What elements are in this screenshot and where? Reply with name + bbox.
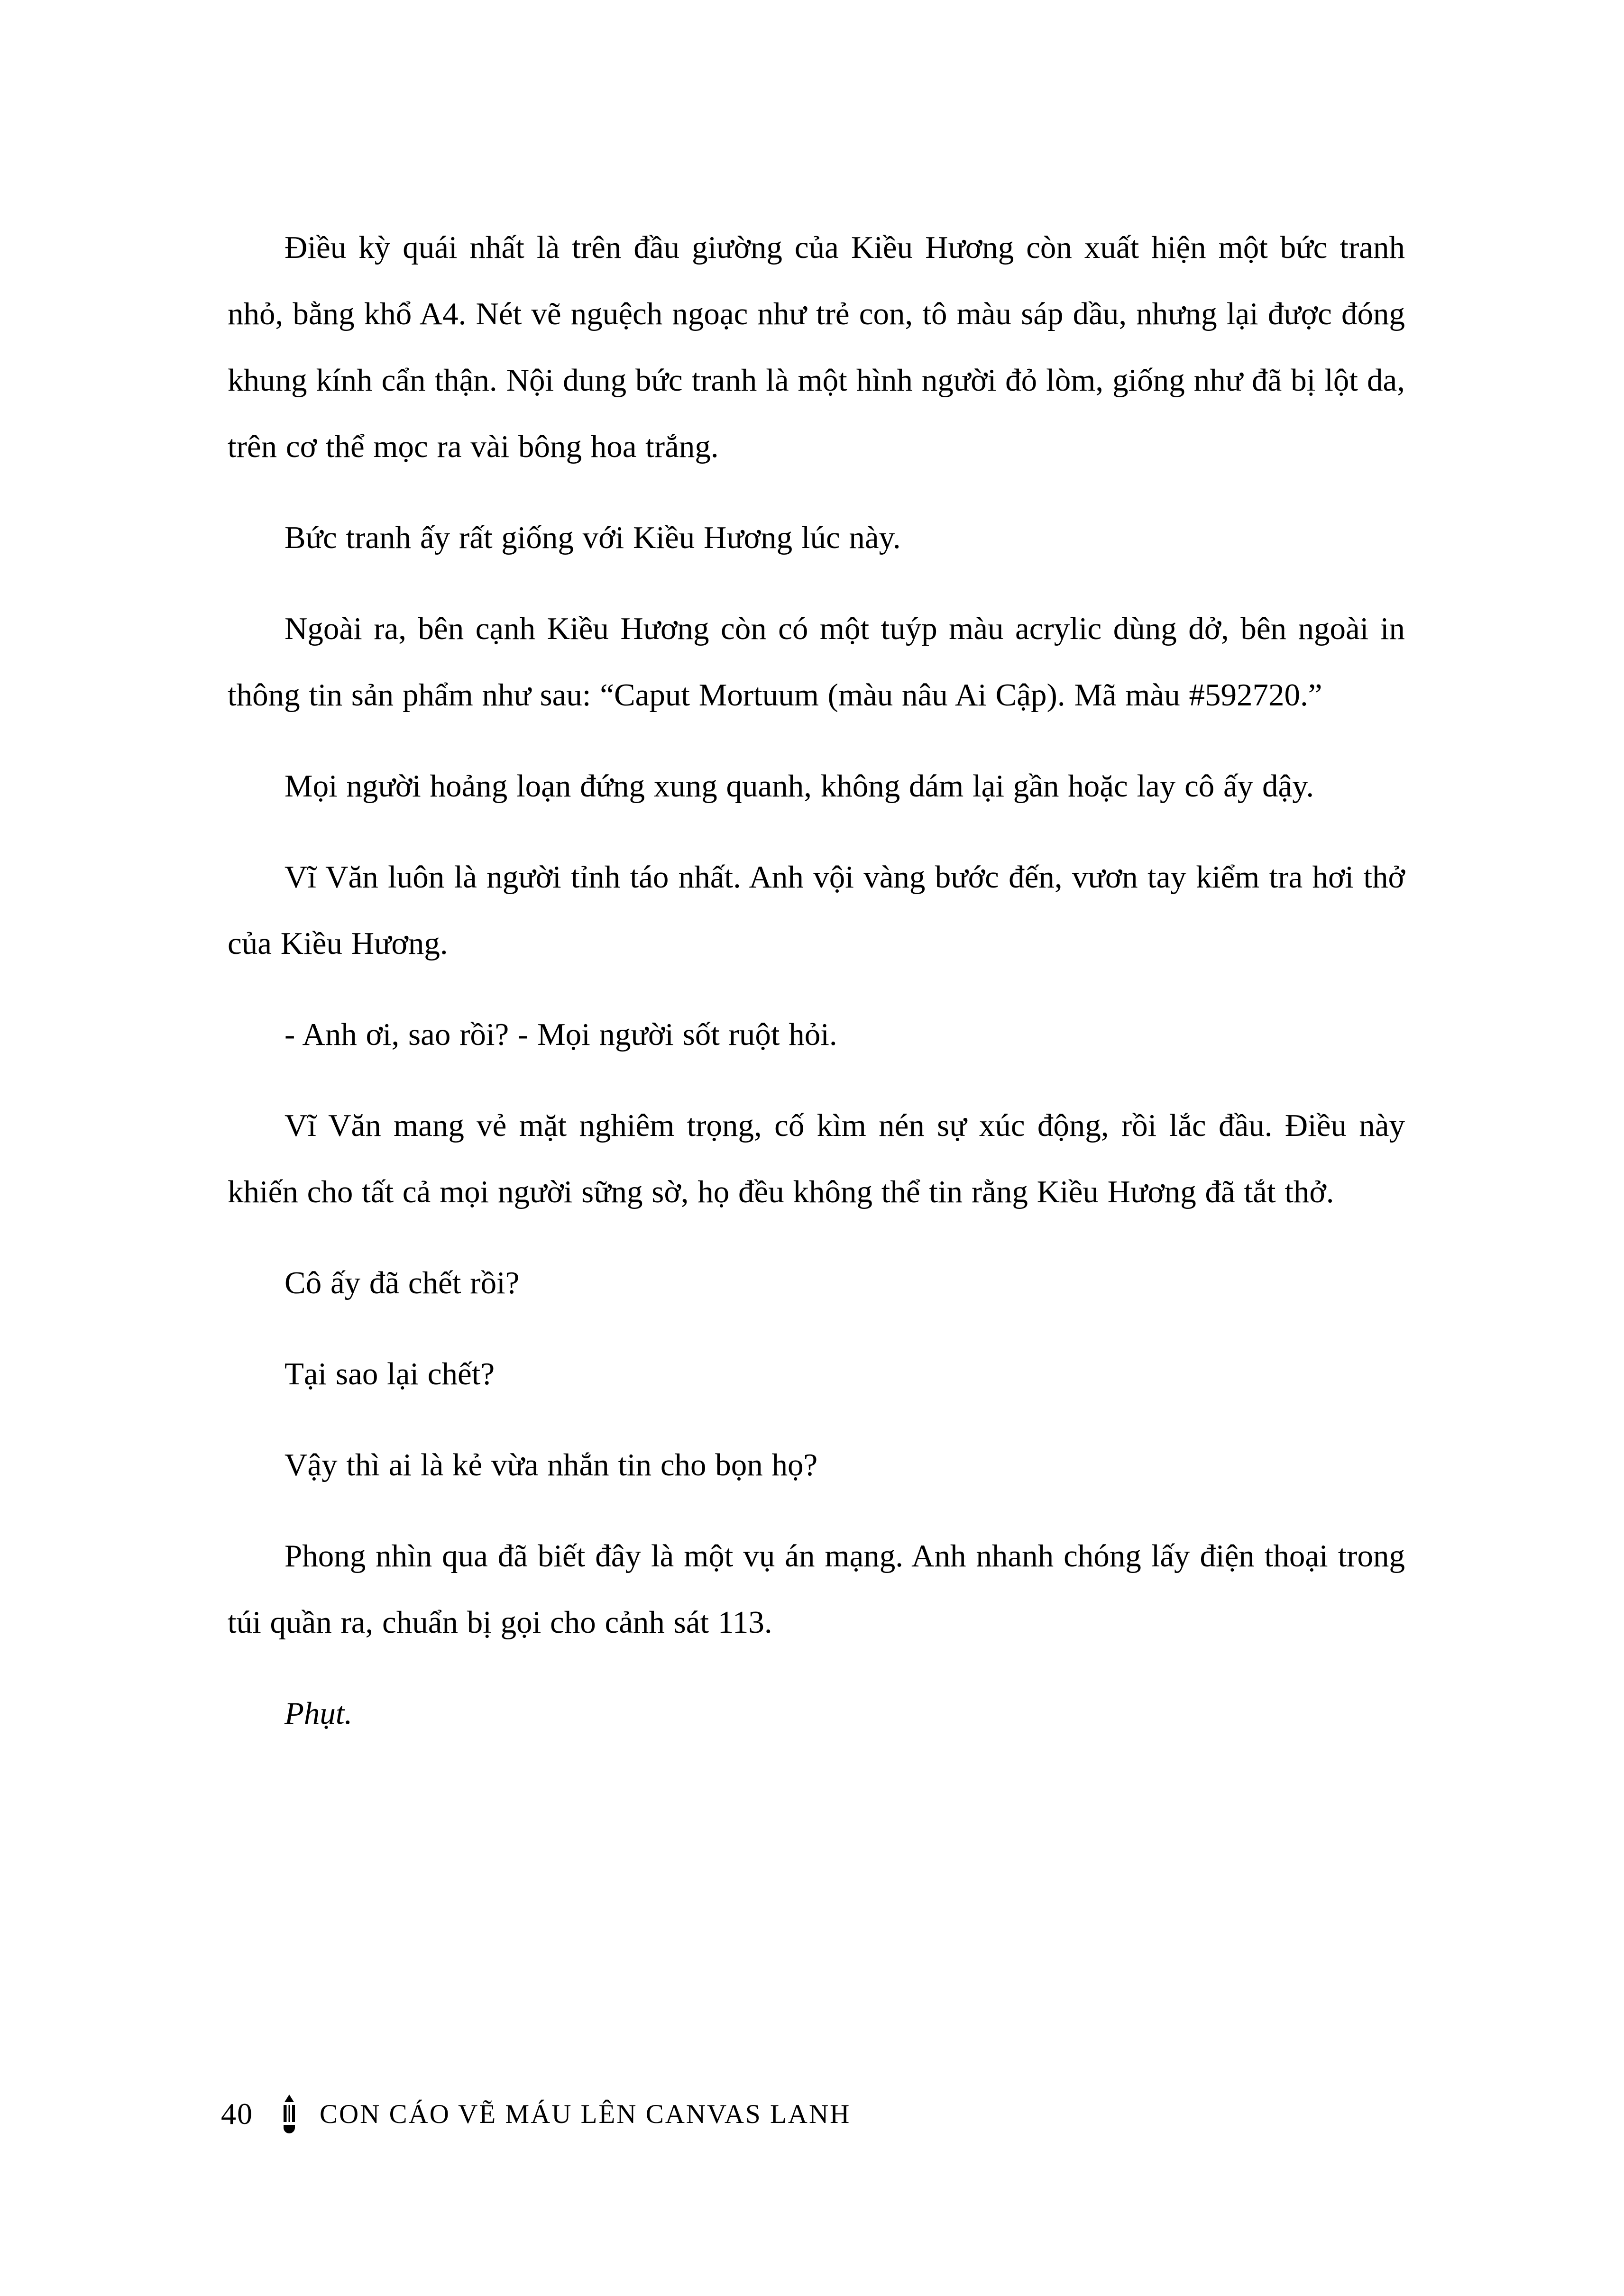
paragraph: Phụt. — [284, 1696, 353, 1731]
paragraph: Phong nhìn qua đã biết đây là một vụ án mạng. Anh nhanh chóng lấy điện thoại trong túi quần ra, chuẩn bị gọi cho cảnh sát 113. — [228, 1538, 1405, 1640]
paragraph: Vĩ Văn mang vẻ mặt nghiêm trọng, cố kìm nén sự xúc động, rồi lắc đầu. Điều này khiến cho tất cả mọi người sững sờ, họ đều không thể tin rằng Kiều Hương đã tắt thở. — [228, 1108, 1405, 1209]
paragraph: Tại sao lại chết? — [284, 1356, 495, 1391]
page-number: 40 — [221, 2097, 253, 2131]
page-footer — [221, 2095, 851, 2133]
paragraph: Mọi người hoảng loạn đứng xung quanh, không dám lại gần hoặc lay cô ấy dậy. — [284, 768, 1314, 804]
paragraph: Vĩ Văn luôn là người tỉnh táo nhất. Anh vội vàng bước đến, vươn tay kiểm tra hơi thở của Kiều Hương. — [228, 860, 1405, 961]
paragraph: Ngoài ra, bên cạnh Kiều Hương còn có một tuýp màu acrylic dùng dở, bên ngoài in thông tin sản phẩm như sau: “Caput Mortuum (màu nâu Ai Cập). Mã màu #592720.” — [228, 611, 1405, 713]
pencil-icon — [281, 2095, 298, 2133]
paragraph: - Anh ơi, sao rồi? - Mọi người sốt ruột hỏi. — [284, 1017, 837, 1052]
paragraph: Vậy thì ai là kẻ vừa nhắn tin cho bọn họ? — [284, 1447, 818, 1482]
paragraph: Bức tranh ấy rất giống với Kiều Hương lúc này. — [284, 520, 901, 555]
body-text — [228, 214, 1405, 1771]
paragraph: Cô ấy đã chết rồi? — [284, 1265, 520, 1300]
paragraph: Điều kỳ quái nhất là trên đầu giường của Kiều Hương còn xuất hiện một bức tranh nhỏ, bằng khổ A4. Nét vẽ nguệch ngoạc như trẻ con, tô màu sáp dầu, nhưng lại được đóng khung kính cẩn thận. Nội dung bức tranh là một hình người đỏ lòm, giống như đã bị lột da, trên cơ thể mọc ra vài bông hoa trắng. — [228, 230, 1405, 464]
book-title: CON CÁO VẼ MÁU LÊN CANVAS LANH — [320, 2099, 851, 2129]
